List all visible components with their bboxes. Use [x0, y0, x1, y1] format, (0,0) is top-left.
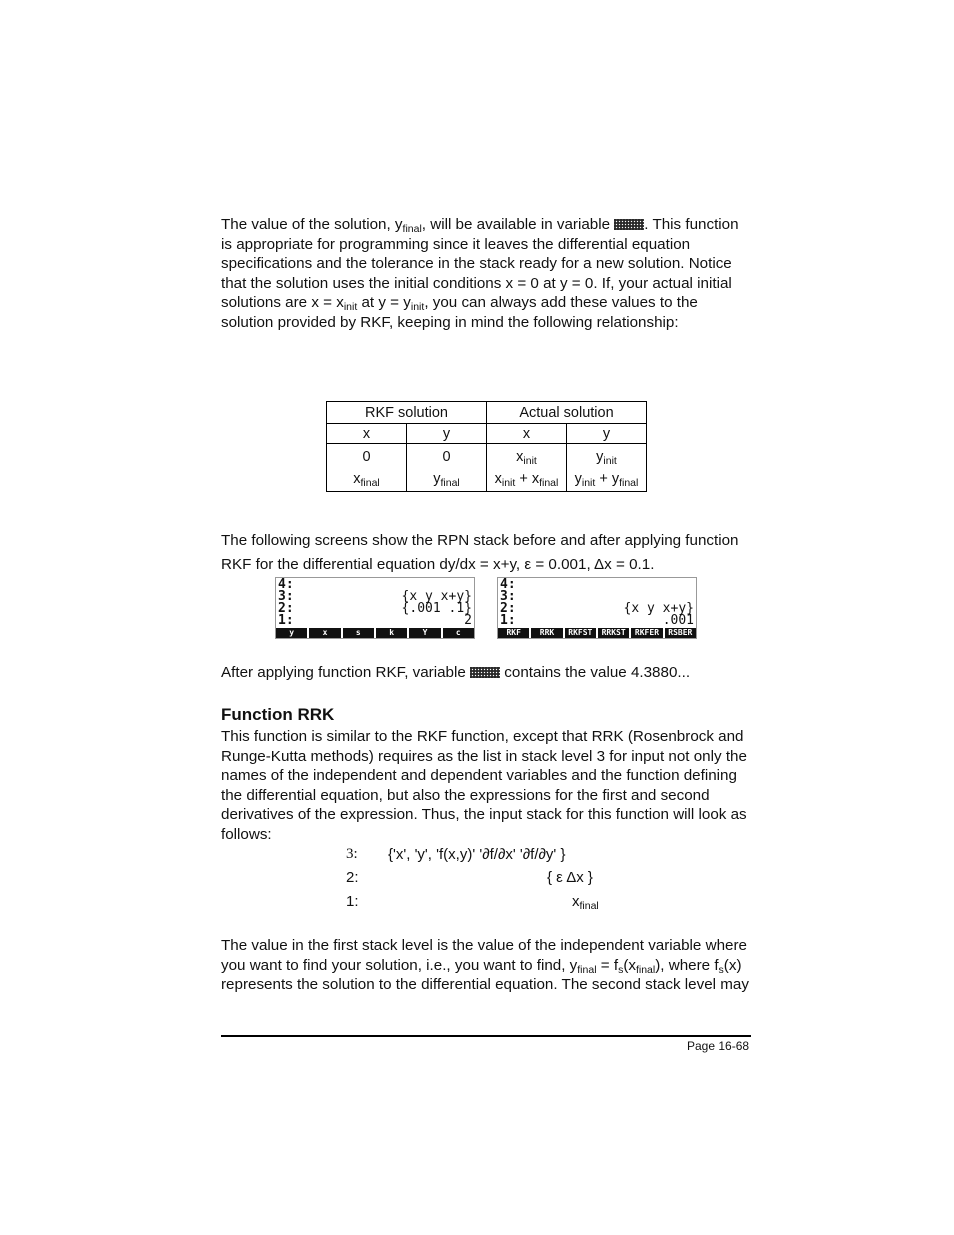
softkey-rkfer[interactable]: RKFER — [631, 628, 662, 638]
softkey-rrk[interactable]: RRK — [531, 628, 562, 638]
paragraph-rrk-description: This function is similar to the RKF function, except that RRK (Rosenbrock and Runge-Kutta methods) requires as the list in stack level 3 for input not only the names of the independent and dependent variables and the function defining the differential equation, but also the expressions for the first and second derivatives of the expression. Thus, the input stack for this function will look as follows: — [221, 728, 747, 843]
soft-menu — [498, 628, 696, 638]
cell-y-actual: $y_{init}$ $y_{init} + y_{final}$ — [567, 444, 647, 492]
stack-value-1: $x_{final}$ — [572, 893, 599, 912]
col-y-rkf: y — [407, 424, 487, 444]
col-x-rkf: x — [327, 424, 407, 444]
stack-label-2: 2: — [346, 869, 359, 886]
softkey-k[interactable]: k — [376, 628, 407, 638]
softkey-x[interactable]: x — [309, 628, 340, 638]
cell-x-rkf: 0 $x_{final}$ — [327, 444, 407, 492]
calculator-screen-after: 4: 3: 2: {x y x+y} 1: .001 RKF RRK RKFST RRKST RKFER RSBER — [497, 577, 697, 639]
cell-y-rkf: 0 $y_{final}$ — [407, 444, 487, 492]
stack-value-3: {'x', 'y', 'f(x,y)' '∂f/∂x' '∂f/∂y' } — [388, 846, 566, 863]
header-rkf-solution: RKF solution — [327, 402, 487, 424]
stack-value-2: { ε Δx } — [547, 869, 593, 886]
page-number: Page 16-68 — [687, 1039, 750, 1053]
softkey-s[interactable]: s — [343, 628, 374, 638]
paragraph-first-stack-level: The value in the first stack level is the value of the independent variable where you want to find your solution, i.e., you want to find, $y_{final} = f_s(x_{final})$, where $f_s(x)$ represents the solution to the differential equation. The second stack level may — [221, 937, 749, 993]
softkey-rrkst[interactable]: RRKST — [598, 628, 629, 638]
paragraph-screens-intro: The following screens show the RPN stack before and after applying function RKF for the differential equation dy/dx = x+y, ε = 0.001, Δx = 0.1. — [221, 532, 739, 573]
stack-label-1: 1: — [346, 893, 359, 910]
softkey-Y[interactable]: Y — [409, 628, 440, 638]
softkey-rsber[interactable]: RSBER — [665, 628, 696, 638]
softkey-rkfst[interactable]: RKFST — [565, 628, 596, 638]
variable-symbol-icon — [614, 219, 644, 230]
col-x-actual: x — [487, 424, 567, 444]
softkey-y[interactable]: y — [276, 628, 307, 638]
paragraph-rkf-result: The value of the solution, $y_{final}$, will be available in variable . This function is appropriate for programming since it leaves the differential equation specifications and the tolerance in the stack ready for a new solution. Notice that the solution uses the initial conditions x = 0 at y = 0. If, your actual initial solutions are $x = x_{init}$ at $y = y_{init}$, you can always add these values to the solution provided by RKF, keeping in mind the following relationship: — [221, 216, 739, 331]
section-heading-function-rrk: Function RRK — [221, 705, 335, 724]
solution-relationship-table — [326, 401, 647, 492]
cell-x-actual: $x_{init}$ $x_{init} + x_{final}$ — [487, 444, 567, 492]
footer-rule — [221, 1035, 751, 1037]
softkey-c[interactable]: c — [443, 628, 474, 638]
softkey-rkf[interactable]: RKF — [498, 628, 529, 638]
paragraph-after-rkf: After applying function RKF, variable contains the value 4.3880... — [221, 664, 691, 681]
calculator-screen-before: 4: 3: {x y x+y} 2: {.001 .1} 1: 2 y x s k Y c — [275, 577, 475, 639]
soft-menu — [276, 628, 474, 638]
stack-label-3: 3: — [346, 846, 358, 862]
variable-symbol-icon — [470, 667, 500, 678]
col-y-actual: y — [567, 424, 647, 444]
header-actual-solution: Actual solution — [487, 402, 647, 424]
